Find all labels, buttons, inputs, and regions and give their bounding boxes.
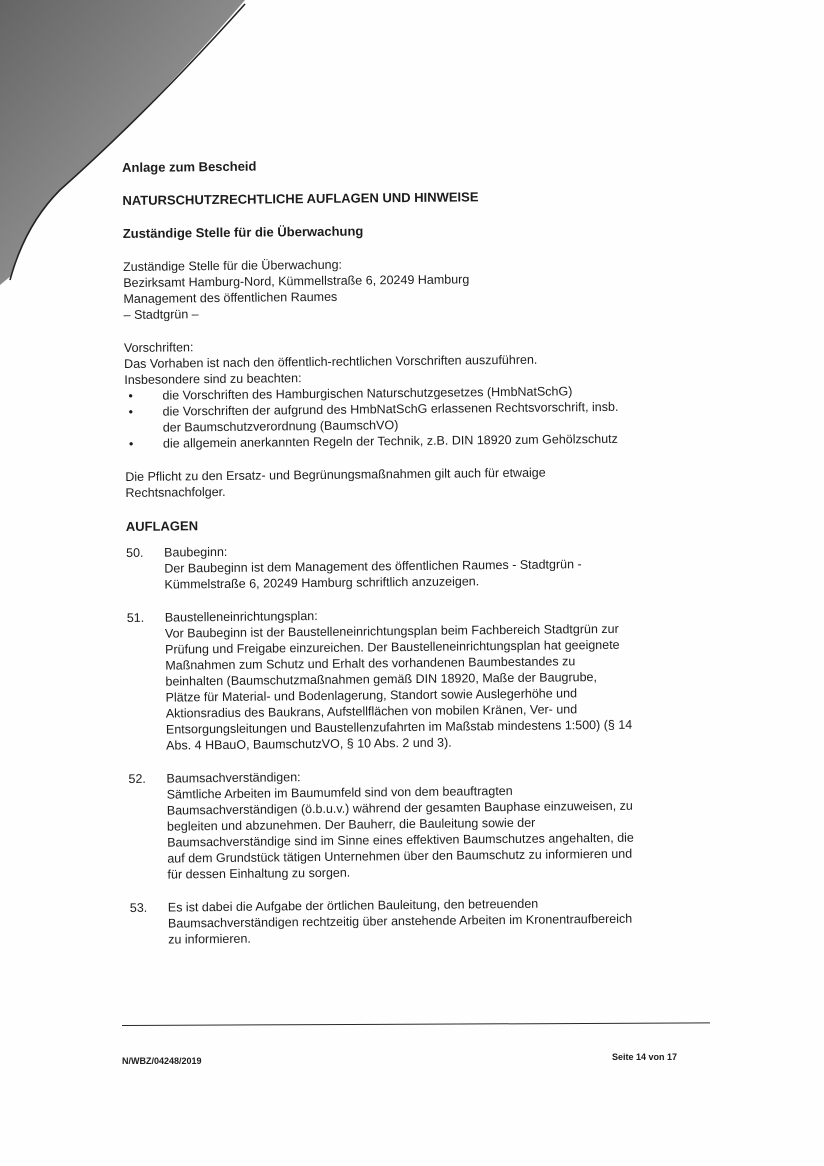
obligation-note [125, 463, 685, 501]
auflage-text [164, 539, 686, 592]
auflage-line: Aktionsradius des Baukrans, Aufstellflächen von mobilen Kränen, Ver- und [165, 702, 578, 721]
auflage-line: Baumsachverständigen (ö.b.u.v.) während der gesamten Bauphase einzuweisen, zu [166, 798, 633, 818]
auflage-line: für dessen Einhaltung zu sorgen. [167, 865, 351, 882]
auflage-line: Baumsachverständige sind im Sinne eines effektiven Baumschutzes angehalten, die [167, 830, 634, 850]
auflage-text [168, 894, 690, 947]
auflage-number: 52. [128, 771, 146, 786]
auflage-item-53 [130, 894, 690, 948]
regulations-block [124, 334, 685, 452]
auflage-line: zu informieren. [168, 931, 251, 947]
supervision-line: – Stadtgrün – [123, 307, 199, 322]
auflage-line: Baumsachverständigen: [166, 770, 301, 786]
regulation-text: die allgemein anerkannten Regeln der Technik, z.B. DIN 18920 zum Gehölzschutz [162, 431, 618, 451]
auflage-line: Baubeginn: [164, 544, 228, 560]
auflage-line: Baustelleneinrichtungsplan: [164, 608, 318, 625]
page-number: Seite 14 von 17 [612, 1052, 678, 1062]
auflage-item-52 [128, 765, 689, 883]
auflage-text [165, 604, 688, 753]
supervision-line: Zuständige Stelle für die Überwachung: [123, 257, 343, 274]
obligation-note-line: Rechtsnachfolger. [125, 484, 226, 500]
supervision-address-block [123, 253, 684, 323]
auflage-text [166, 765, 689, 882]
regulation-text: der Baumschutzverordnung (BaumschVO) [162, 418, 399, 435]
auflage-line: Sämtliche Arbeiten im Baumumfeld sind von dem beauftragten [166, 783, 513, 802]
document-body [122, 154, 690, 948]
attachment-title: Anlage zum Bescheid [122, 158, 257, 175]
document-reference: N/WBZ/04248/2019 [122, 1056, 202, 1066]
auflage-line: beinhalten (Baumschutzmaßnahmen gemäß DIN 18920, Maße der Baugrube, [165, 670, 597, 689]
auflage-line: Abs. 4 HBauO, BaumschutzVO, § 10 Abs. 2 und 3). [166, 735, 452, 753]
auflage-line: begleiten und abzunehmen. Der Bauherr, die Bauleitung sowie der [166, 815, 536, 834]
auflage-line: Maßnahmen zum Schutz und Erhalt des vorhandenen Baumbestandes zu [165, 654, 576, 673]
auflage-number: 51. [126, 610, 145, 625]
regulations-line: Insbesondere sind zu beachten: [124, 371, 302, 387]
regulation-text: die Vorschriften der aufgrund des HmbNatSchG erlassenen Rechtsvorschrift, insb. [162, 399, 619, 419]
auflage-line: Baumsachverständigen rechtzeitig über anstehende Arbeiten im Kronentraufbereich [167, 911, 633, 931]
bullet-icon: • [128, 436, 134, 451]
auflage-line: Es ist dabei die Aufgabe der örtlichen Bauleitung, den betreuenden [167, 896, 539, 915]
auflagen-heading: AUFLAGEN [125, 518, 199, 534]
supervision-line: Management des öffentlichen Raumes [123, 289, 338, 306]
bullet-icon: • [128, 388, 133, 403]
regulations-line: Vorschriften: [123, 340, 194, 355]
auflage-line: Prüfung und Freigabe einzureichen. Der Baustelleneinrichtungsplan hat geeignete [165, 637, 620, 657]
main-heading: NATURSCHUTZRECHTLICHE AUFLAGEN UND HINWEISE [122, 189, 479, 208]
auflage-item-51 [127, 604, 688, 754]
supervision-line: Bezirksamt Hamburg-Nord, Kümmellstraße 6, 20249 Hamburg [123, 272, 470, 290]
regulations-list [124, 382, 685, 452]
auflage-line: Plätze für Material- und Bodenlagerung, Standort sowie Auslegerhöhe und [165, 686, 578, 705]
auflage-line: Kümmelstraße 6, 20249 Hamburg schriftlich anzuzeigen. [164, 574, 480, 592]
auflage-number: 53. [129, 900, 148, 915]
auflage-line: auf dem Grundstück tätigen Unternehmen über den Baumschutz zu informieren und [167, 846, 633, 866]
supervision-heading: Zuständige Stelle für die Überwachung [122, 223, 364, 241]
footer-divider [122, 1022, 710, 1026]
auflagen-list [126, 539, 690, 948]
auflage-line: Entsorgungsleitungen und Baustellenzufahrten im Maßstab mindestens 1:500) (§ 14 [165, 717, 633, 737]
regulation-text: die Vorschriften des Hamburgischen Naturschutzgesetzes (HmbNatSchG) [162, 384, 573, 403]
auflage-item-50 [126, 539, 686, 593]
regulations-line: Das Vorhaben ist nach den öffentlich-rechtlichen Vorschriften auszuführen. [124, 352, 538, 371]
auflage-number: 50. [126, 545, 144, 560]
auflage-line: Vor Baubeginn ist der Baustelleneinrichtungsplan beim Fachbereich Stadtgrün zur [164, 621, 619, 641]
auflage-line: Der Baubeginn ist dem Management des öffentlichen Raumes - Stadtgrün - [164, 557, 582, 576]
bullet-icon: • [128, 404, 134, 419]
obligation-note-line: Die Pflicht zu den Ersatz- und Begrünungsmaßnahmen gilt auch für etwaige [125, 465, 546, 484]
